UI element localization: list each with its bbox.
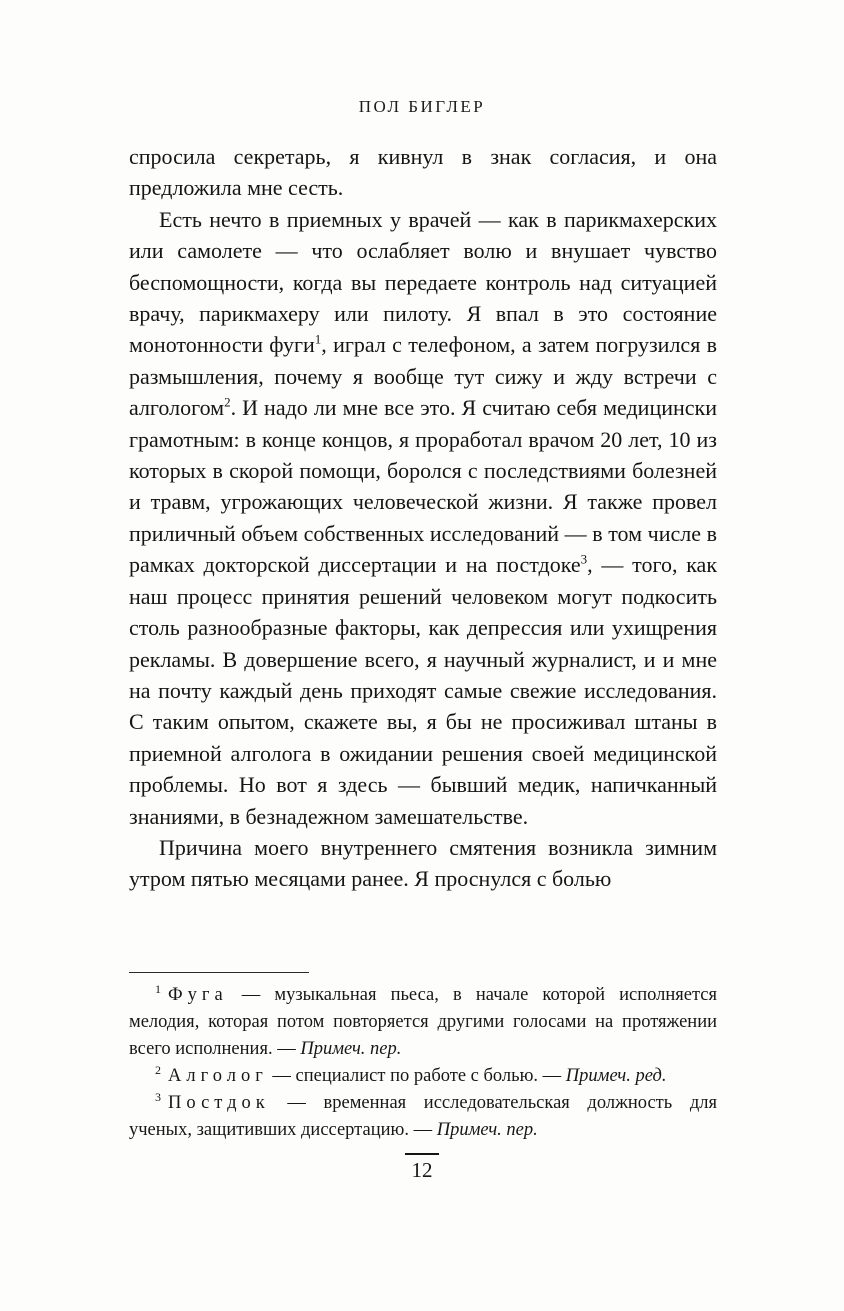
footnote-source: Примеч. пер. xyxy=(300,1039,402,1059)
text-run: , — того, как наш процесс принятия решений человеком могут подкосить столь разнообразные факторы, как депрессия или ухищрения рекламы. В довершение всего, я научный журналист, и и мне на почту каждый день приходят самые свежие исследования. С таким опытом, скажете вы, я бы не просиживал штаны в приемной алголога в ожидании решения своей медицинской проблемы. Но вот я здесь — бывший медик, напичканный знаниями, в безнадежном замешательстве. xyxy=(129,552,718,829)
footnote-term: Фуга xyxy=(168,985,228,1005)
footnote-text: — специалист по работе с болью. — xyxy=(267,1066,566,1086)
body-text-block xyxy=(129,141,717,895)
footnote-term: Алголог xyxy=(168,1066,268,1086)
footnote-ref-1: 1 xyxy=(314,332,322,348)
text-run: . И надо ли мне все это. Я считаю себя медицински грамотным: в конце концов, я проработал врачом 20 лет, 10 из которых в скорой помощи, боролся с последствиями болезней и травм, угрожающих человеческой жизни. Я также провел приличный объем собственных исследований — в том числе в рамках докторской диссертации и на постдоке xyxy=(129,395,717,578)
footnote-item-2 xyxy=(129,1063,717,1090)
paragraph-final: Причина моего внутреннего смятения возникла зимним утром пятью месяцами ранее. Я проснулся с болью xyxy=(129,834,717,892)
footnote-marker-1: 1 xyxy=(155,981,161,996)
footnote-separator-rule xyxy=(129,972,309,973)
running-header xyxy=(0,97,844,117)
footnote-source: Примеч. ред. xyxy=(565,1066,667,1086)
footnote-ref-2: 2 xyxy=(224,394,231,410)
page-number-rule xyxy=(405,1153,439,1155)
page-number: 12 xyxy=(411,1158,433,1182)
footnote-ref-3: 3 xyxy=(580,551,588,567)
footnote-marker-3: 3 xyxy=(155,1089,161,1104)
page-footer xyxy=(0,1153,844,1183)
footnote-term: Постдок xyxy=(168,1093,270,1113)
footnote-item-1 xyxy=(129,982,717,1063)
footnote-source: Примеч. пер. xyxy=(436,1120,538,1140)
footnote-text: — временная исследовательская должность для ученых, защитивших диссертацию. — xyxy=(129,1093,717,1140)
text-run: , играл с телефоном, а затем погрузился в размышления, почему я вообще тут сижу и жду встречи с алгологом xyxy=(129,332,718,421)
footnote-item-3 xyxy=(129,1090,717,1144)
footnote-marker-2: 2 xyxy=(155,1062,161,1077)
paragraph-continuation: спросила секретарь, я кивнул в знак согласия, и она предложила мне сесть. xyxy=(129,144,717,201)
paragraph-main xyxy=(129,204,717,832)
text-run: Есть нечто в приемных у врачей — как в парикмахерских или самолете — что ослабляет волю и внушает чувство беспомощности, когда вы передаете контроль над ситуацией врачу, парикмахеру или пилоту. Я впал в это состояние монотонности фуги xyxy=(129,206,717,358)
running-header-text: ПОЛ БИГЛЕР xyxy=(358,97,486,116)
footnote-text: — музыкальная пьеса, в начале которой исполняется мелодия, которая потом повторяется другими голосами на протяжении всего исполнения. — xyxy=(129,985,717,1059)
footnotes-section xyxy=(129,972,717,1144)
